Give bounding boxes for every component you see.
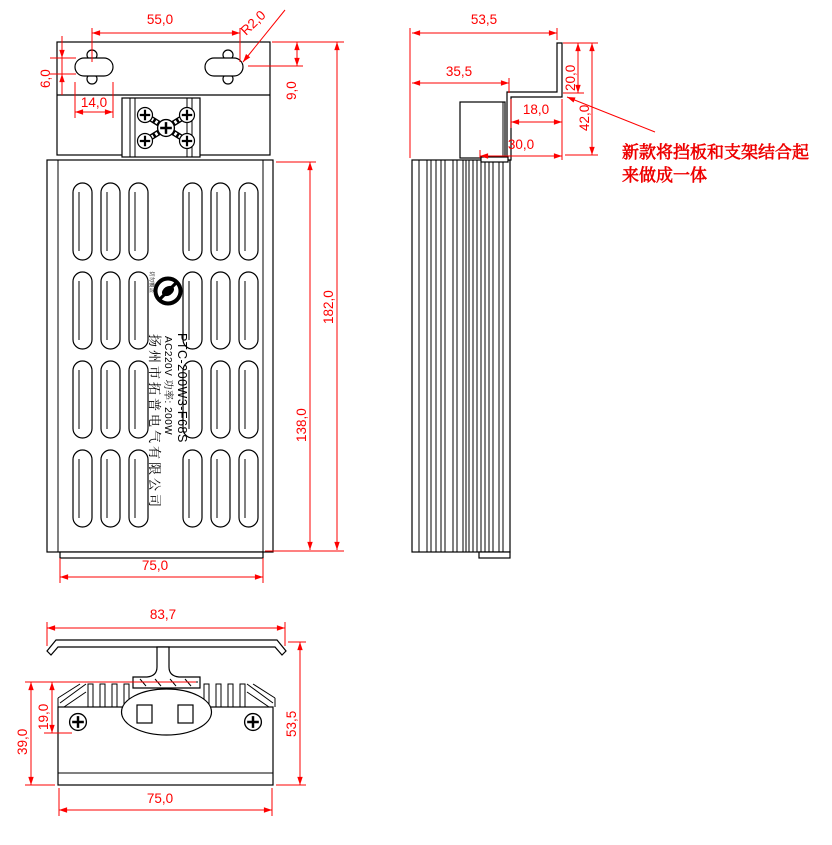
label-model: PTC-200W3-F68S (175, 333, 189, 443)
front-view (38, 8, 344, 583)
label-company: 扬州市拓普电气有限公司 (147, 334, 162, 511)
dim-hook-height: 20,0 (563, 64, 578, 91)
dim-ledge-depth: 35,5 (445, 64, 473, 79)
dim-slot-length: 14,0 (80, 95, 108, 110)
terminal-block (122, 98, 200, 157)
dim-mount-spacing: 55,0 (146, 12, 174, 27)
dim-flange-width: 83,7 (149, 607, 177, 622)
dim-slot-height: 6,0 (38, 69, 53, 88)
dim-base-width: 75,0 (146, 791, 174, 806)
logo-caption: 切勿覆盖 (148, 271, 154, 294)
label-rating: AC220V 功率: 200W (162, 336, 173, 436)
dim-body-depth: 39,0 (15, 728, 30, 755)
dim-overall-height: 182,0 (321, 290, 336, 324)
annotation-callout (567, 97, 809, 185)
annotation-line2: 来做成一体 (622, 166, 707, 185)
dim-cover-offset: 30,0 (507, 137, 535, 152)
side-body (412, 160, 510, 558)
bottom-view (15, 607, 306, 816)
dim-corner-radius: R2,0 (237, 7, 269, 39)
dim-bracket-height: 42,0 (577, 104, 592, 131)
annotation-line1: 新款将挡板和支架结合起 (622, 143, 809, 162)
dim-overall-depth: 53,5 (470, 12, 498, 27)
dim-fin-depth: 19,0 (36, 703, 51, 730)
dim-total-depth: 53,5 (284, 710, 299, 737)
dim-body-height: 138,0 (294, 408, 309, 442)
side-view (410, 12, 598, 558)
dim-hook-offset: 18,0 (522, 102, 550, 117)
bottom-flange (47, 640, 286, 688)
bottom-boss (122, 689, 212, 735)
dim-bracket-offset: 9,0 (284, 81, 299, 100)
dim-body-width: 75,0 (141, 558, 169, 573)
